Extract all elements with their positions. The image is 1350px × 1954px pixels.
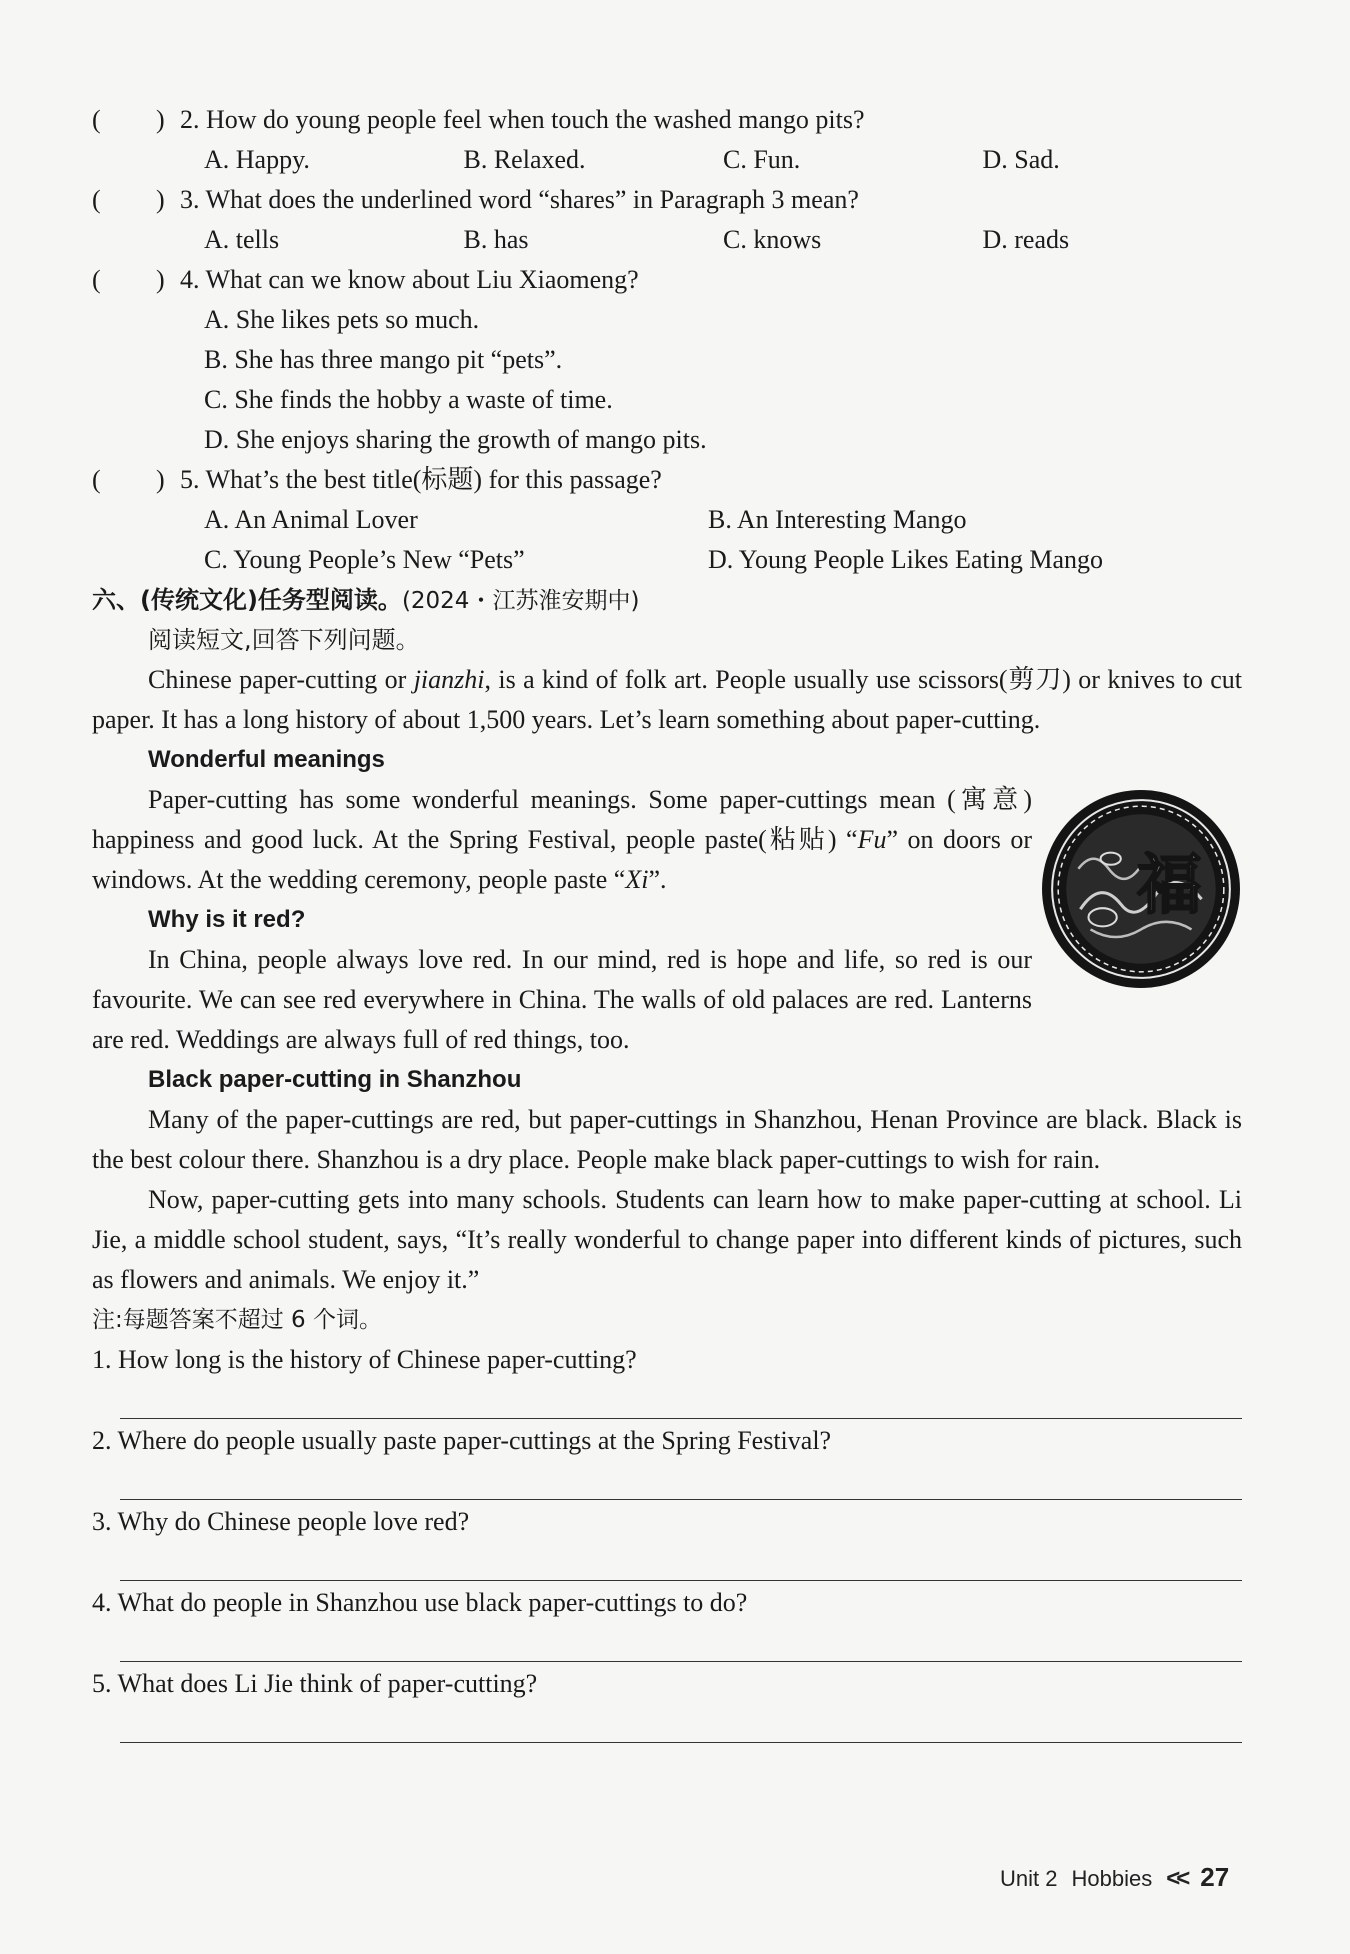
heading-why-red: Why is it red? [148,906,306,933]
question-text: 3. What does the underlined word “shares” in Paragraph 3 mean? [180,185,859,214]
option-a: A. She likes pets so much. [204,305,480,334]
xi-word: Xi [625,865,649,894]
option-a: A. An Animal Lover [204,505,418,534]
section-title-text: 六、(传统文化)任务型阅读。 [92,586,402,614]
chevron-left-icon: << [1166,1865,1187,1892]
meanings-text-b: ” on doors or windows. At the wedding ceremony, people paste “ [92,825,1032,894]
question-5-options-row-1 [92,500,1242,540]
intro-italic-term: jianzhi [413,665,485,694]
heading-black-paper-cutting: Black paper-cutting in Shanzhou [148,1066,522,1093]
paragraph-meanings [92,780,1032,900]
footer-unit: Unit 2 [1000,1866,1058,1891]
question-text: 2. How do young people feel when touch the washed mango pits? [180,105,865,134]
answer-paren-right: ) [156,185,165,214]
question-5-options-row-2 [92,540,1242,580]
short-answer-question-3: 3. Why do Chinese people love red? [92,1507,470,1536]
answer-line-3[interactable] [120,1542,1242,1581]
image-wrap-block [92,780,1242,1060]
meanings-text-a: Paper-cutting has some wonderful meanings. Some paper-cuttings mean (寓意) happiness and good luck. At the Spring Festival, people paste(粘贴) “ [92,785,1032,854]
fu-character: 福 [1136,848,1202,924]
fu-paper-cutting-image [1040,788,1242,990]
question-text: 5. What’s the best title(标题) for this passage? [180,465,662,494]
intro-paragraph [92,660,1242,740]
question-3 [92,180,1242,220]
answer-paren-right: ) [156,465,165,494]
short-answer-question-4: 4. What do people in Shanzhou use black paper-cuttings to do? [92,1588,748,1617]
option-c: C. knows [723,225,822,254]
question-2-options [92,140,1242,180]
option-b: B. has [463,225,529,254]
option-a: A. tells [204,225,280,254]
answer-paren-left: ( [92,465,101,494]
short-answer-question-5: 5. What does Li Jie think of paper-cutting? [92,1669,538,1698]
answer-line-5[interactable] [120,1704,1242,1743]
paragraph-shanzhou: Many of the paper-cuttings are red, but paper-cuttings in Shanzhou, Henan Province are black. Black is the best colour there. Shanzhou is a dry place. People make black paper-cuttings to wish for rain. [92,1105,1242,1174]
option-a: A. Happy. [204,145,310,174]
answer-line-1[interactable] [120,1380,1242,1419]
heading-wonderful-meanings: Wonderful meanings [148,746,385,773]
answer-line-4[interactable] [120,1623,1242,1662]
short-answer-question-1: 1. How long is the history of Chinese paper-cutting? [92,1345,637,1374]
meanings-text-c: ”. [648,865,667,894]
page-number: 27 [1200,1862,1230,1892]
question-2 [92,100,1242,140]
paragraph-red: In China, people always love red. In our mind, red is hope and life, so red is our favourite. We can see red everywhere in China. The walls of old palaces are red. Lanterns are red. Weddings are always full of red things, too. [92,945,1032,1054]
intro-text-b: , is a kind of folk art. People usually use scissors(剪刀) or knives to cut paper. It has a long history of about 1,500 years. Let’s learn something about paper-cutting. [92,665,1242,734]
footer-topic: Hobbies [1071,1866,1153,1891]
option-d: D. reads [982,225,1070,254]
answer-paren-right: ) [156,105,165,134]
page-content [92,100,1242,1745]
option-c: C. Fun. [723,145,801,174]
option-d: D. She enjoys sharing the growth of mango pits. [204,425,707,454]
short-answer-question-2: 2. Where do people usually paste paper-cuttings at the Spring Festival? [92,1426,832,1455]
option-c: C. She finds the hobby a waste of time. [204,385,613,414]
intro-text-a: Chinese paper-cutting or [148,665,414,694]
option-b: B. She has three mango pit “pets”. [204,345,563,374]
option-d: D. Sad. [982,145,1060,174]
question-3-options [92,220,1242,260]
option-d: D. Young People Likes Eating Mango [708,545,1104,574]
answer-line-2[interactable] [120,1461,1242,1500]
question-5 [92,460,1242,500]
section-6-title [92,580,1242,620]
answer-paren-left: ( [92,185,101,214]
answer-paren-left: ( [92,105,101,134]
question-4 [92,260,1242,300]
question-text: 4. What can we know about Liu Xiaomeng? [180,265,639,294]
option-c: C. Young People’s New “Pets” [204,545,525,574]
section-instruction: 阅读短文,回答下列问题。 [148,626,420,654]
section-source: (2024・江苏淮安期中) [401,588,640,614]
answer-paren-left: ( [92,265,101,294]
answer-note: 注:每题答案不超过 6 个词。 [92,1307,383,1333]
paragraph-schools: Now, paper-cutting gets into many schools. Students can learn how to make paper-cutting at school. Li Jie, a middle school student, says, “It’s really wonderful to change paper into different kinds of pictures, such as flowers and animals. We enjoy it.” [92,1185,1242,1294]
fu-word: Fu [857,825,887,854]
option-b: B. An Interesting Mango [708,505,967,534]
answer-paren-right: ) [156,265,165,294]
option-b: B. Relaxed. [463,145,586,174]
page-footer [1000,1862,1229,1893]
